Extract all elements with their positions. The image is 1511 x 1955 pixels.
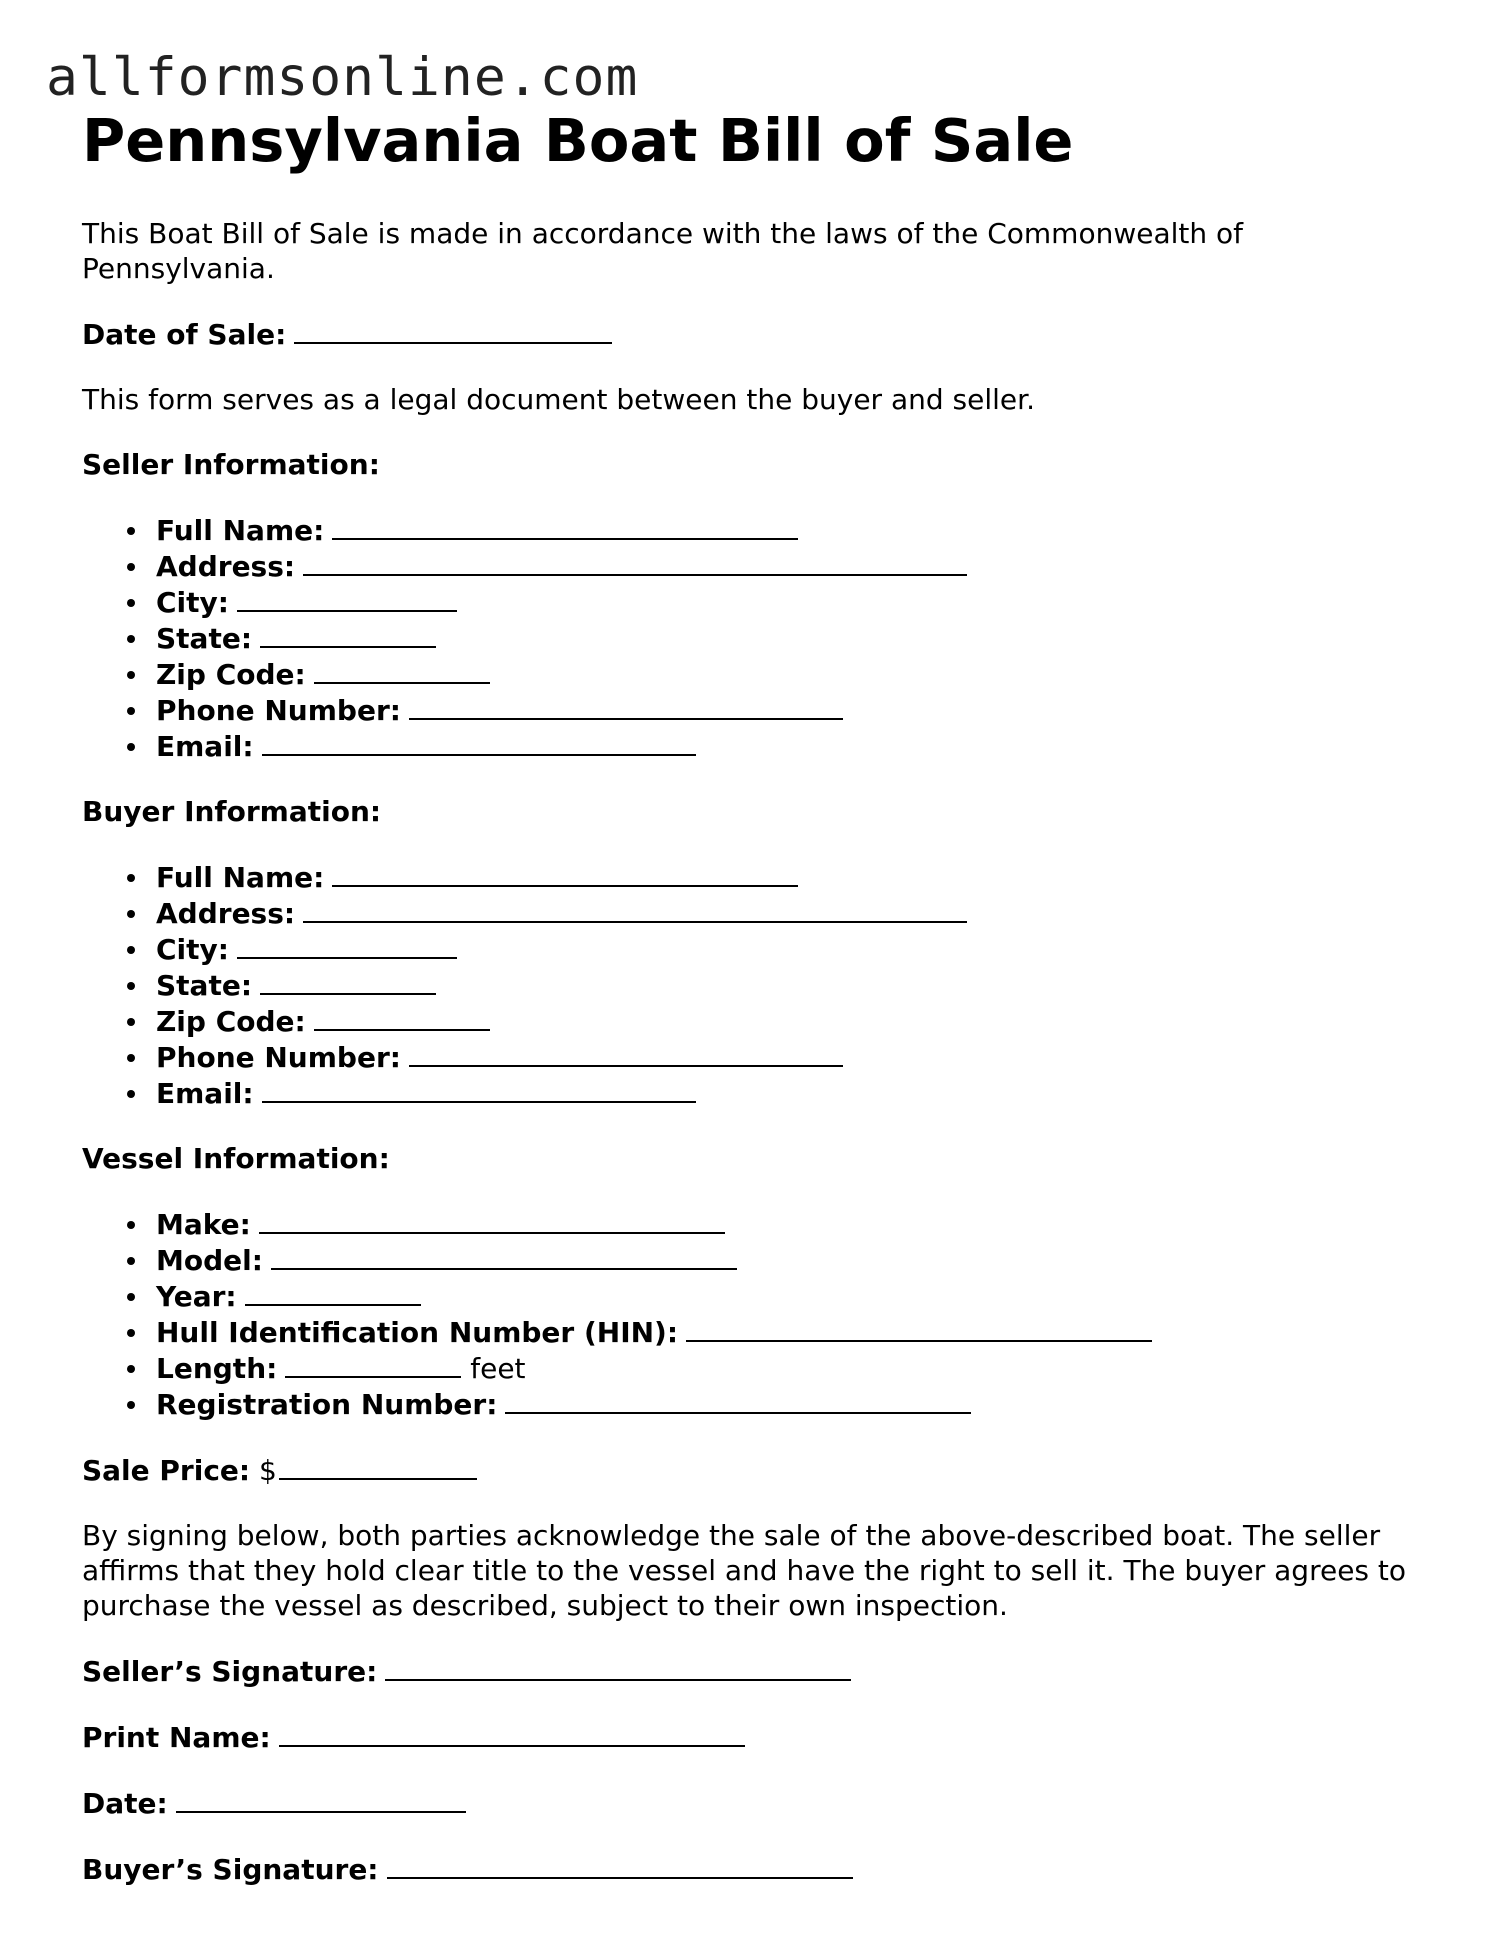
sale-price-label: Sale Price: bbox=[82, 1454, 251, 1487]
page-title: Pennsylvania Boat Bill of Sale bbox=[82, 106, 1074, 175]
seller-zip-label: Zip Code: bbox=[156, 658, 306, 691]
watermark-text: allformsonline.com bbox=[46, 47, 639, 108]
buyer-phone-item bbox=[156, 1039, 1442, 1075]
buyer-full-name-field[interactable] bbox=[332, 859, 798, 887]
purpose-paragraph: This form serves as a legal document between the buyer and seller. bbox=[82, 383, 1035, 416]
buyer-full-name-label: Full Name: bbox=[156, 861, 325, 894]
acknowledgement-paragraph: By signing below, both parties acknowledge the sale of the above-described boat. The seller affirms that they hold clear title to the vessel and have the right to sell it. The buyer agrees to purchase the vessel as described, subject to their own inspection. bbox=[82, 1519, 1407, 1622]
date-of-sale-field[interactable] bbox=[294, 316, 612, 344]
vessel-length-unit: feet bbox=[470, 1352, 526, 1385]
buyer-zip-item bbox=[156, 1003, 1442, 1039]
vessel-length-item bbox=[156, 1350, 1442, 1386]
seller-state-field[interactable] bbox=[260, 620, 436, 648]
vessel-registration-label: Registration Number: bbox=[156, 1388, 498, 1421]
buyer-state-field[interactable] bbox=[260, 967, 436, 995]
vessel-year-field[interactable] bbox=[245, 1278, 421, 1306]
seller-phone-field[interactable] bbox=[409, 692, 843, 720]
buyer-email-item bbox=[156, 1075, 1442, 1111]
signature-date-label: Date: bbox=[82, 1787, 168, 1820]
date-of-sale-row bbox=[82, 316, 1442, 352]
seller-full-name-item bbox=[156, 512, 1442, 548]
seller-full-name-label: Full Name: bbox=[156, 514, 325, 547]
seller-section-heading bbox=[82, 447, 1442, 482]
buyer-signature-row bbox=[82, 1851, 1442, 1887]
seller-signature-row bbox=[82, 1653, 1442, 1689]
buyer-city-field[interactable] bbox=[237, 931, 457, 959]
seller-city-item bbox=[156, 584, 1442, 620]
seller-email-field[interactable] bbox=[262, 728, 696, 756]
buyer-email-field[interactable] bbox=[262, 1075, 696, 1103]
seller-phone-label: Phone Number: bbox=[156, 694, 401, 727]
buyer-city-label: City: bbox=[156, 933, 229, 966]
buyer-zip-label: Zip Code: bbox=[156, 1005, 306, 1038]
vessel-registration-field[interactable] bbox=[505, 1386, 971, 1414]
seller-state-item bbox=[156, 620, 1442, 656]
document bbox=[82, 104, 1442, 1887]
seller-zip-item bbox=[156, 656, 1442, 692]
vessel-hin-field[interactable] bbox=[686, 1314, 1152, 1342]
seller-field-list bbox=[82, 512, 1442, 764]
seller-city-field[interactable] bbox=[237, 584, 457, 612]
seller-phone-item bbox=[156, 692, 1442, 728]
seller-heading-text: Seller Information: bbox=[82, 448, 380, 481]
buyer-phone-label: Phone Number: bbox=[156, 1041, 401, 1074]
print-name-label: Print Name: bbox=[82, 1721, 271, 1754]
sale-price-row bbox=[82, 1452, 1442, 1488]
date-of-sale-label: Date of Sale: bbox=[82, 318, 287, 351]
seller-full-name-field[interactable] bbox=[332, 512, 798, 540]
buyer-signature-label: Buyer’s Signature: bbox=[82, 1853, 379, 1886]
buyer-full-name-item bbox=[156, 859, 1442, 895]
signature-date-row bbox=[82, 1785, 1442, 1821]
vessel-model-item bbox=[156, 1242, 1442, 1278]
seller-signature-label: Seller’s Signature: bbox=[82, 1655, 378, 1688]
currency-symbol: $ bbox=[259, 1454, 277, 1487]
sale-price-field[interactable] bbox=[279, 1452, 477, 1480]
vessel-heading-text: Vessel Information: bbox=[82, 1142, 390, 1175]
seller-signature-field[interactable] bbox=[385, 1653, 851, 1681]
vessel-length-field[interactable] bbox=[285, 1350, 461, 1378]
vessel-make-item bbox=[156, 1206, 1442, 1242]
buyer-email-label: Email: bbox=[156, 1077, 254, 1110]
seller-address-label: Address: bbox=[156, 550, 296, 583]
buyer-phone-field[interactable] bbox=[409, 1039, 843, 1067]
vessel-hin-label: Hull Identification Number (HIN): bbox=[156, 1316, 679, 1349]
vessel-hin-item bbox=[156, 1314, 1442, 1350]
print-name-field[interactable] bbox=[279, 1719, 745, 1747]
seller-address-item bbox=[156, 548, 1442, 584]
vessel-make-label: Make: bbox=[156, 1208, 251, 1241]
seller-email-label: Email: bbox=[156, 730, 254, 763]
vessel-year-item bbox=[156, 1278, 1442, 1314]
vessel-registration-item bbox=[156, 1386, 1442, 1422]
seller-city-label: City: bbox=[156, 586, 229, 619]
buyer-signature-field[interactable] bbox=[387, 1851, 853, 1879]
vessel-section-heading bbox=[82, 1141, 1442, 1176]
buyer-section-heading bbox=[82, 794, 1442, 829]
print-name-row bbox=[82, 1719, 1442, 1755]
buyer-state-label: State: bbox=[156, 969, 253, 1002]
buyer-heading-text: Buyer Information: bbox=[82, 795, 382, 828]
seller-address-field[interactable] bbox=[303, 548, 967, 576]
vessel-model-field[interactable] bbox=[271, 1242, 737, 1270]
buyer-address-field[interactable] bbox=[303, 895, 967, 923]
vessel-field-list bbox=[82, 1206, 1442, 1422]
buyer-address-label: Address: bbox=[156, 897, 296, 930]
signature-date-field[interactable] bbox=[176, 1785, 466, 1813]
vessel-year-label: Year: bbox=[156, 1280, 237, 1313]
seller-email-item bbox=[156, 728, 1442, 764]
buyer-field-list bbox=[82, 859, 1442, 1111]
buyer-address-item bbox=[156, 895, 1442, 931]
vessel-make-field[interactable] bbox=[259, 1206, 725, 1234]
buyer-city-item bbox=[156, 931, 1442, 967]
buyer-state-item bbox=[156, 967, 1442, 1003]
vessel-model-label: Model: bbox=[156, 1244, 263, 1277]
seller-state-label: State: bbox=[156, 622, 253, 655]
seller-zip-field[interactable] bbox=[314, 656, 490, 684]
vessel-length-label: Length: bbox=[156, 1352, 278, 1385]
intro-paragraph: This Boat Bill of Sale is made in accordance with the laws of the Commonwealth of Pennsylvania. bbox=[82, 217, 1244, 285]
buyer-zip-field[interactable] bbox=[314, 1003, 490, 1031]
